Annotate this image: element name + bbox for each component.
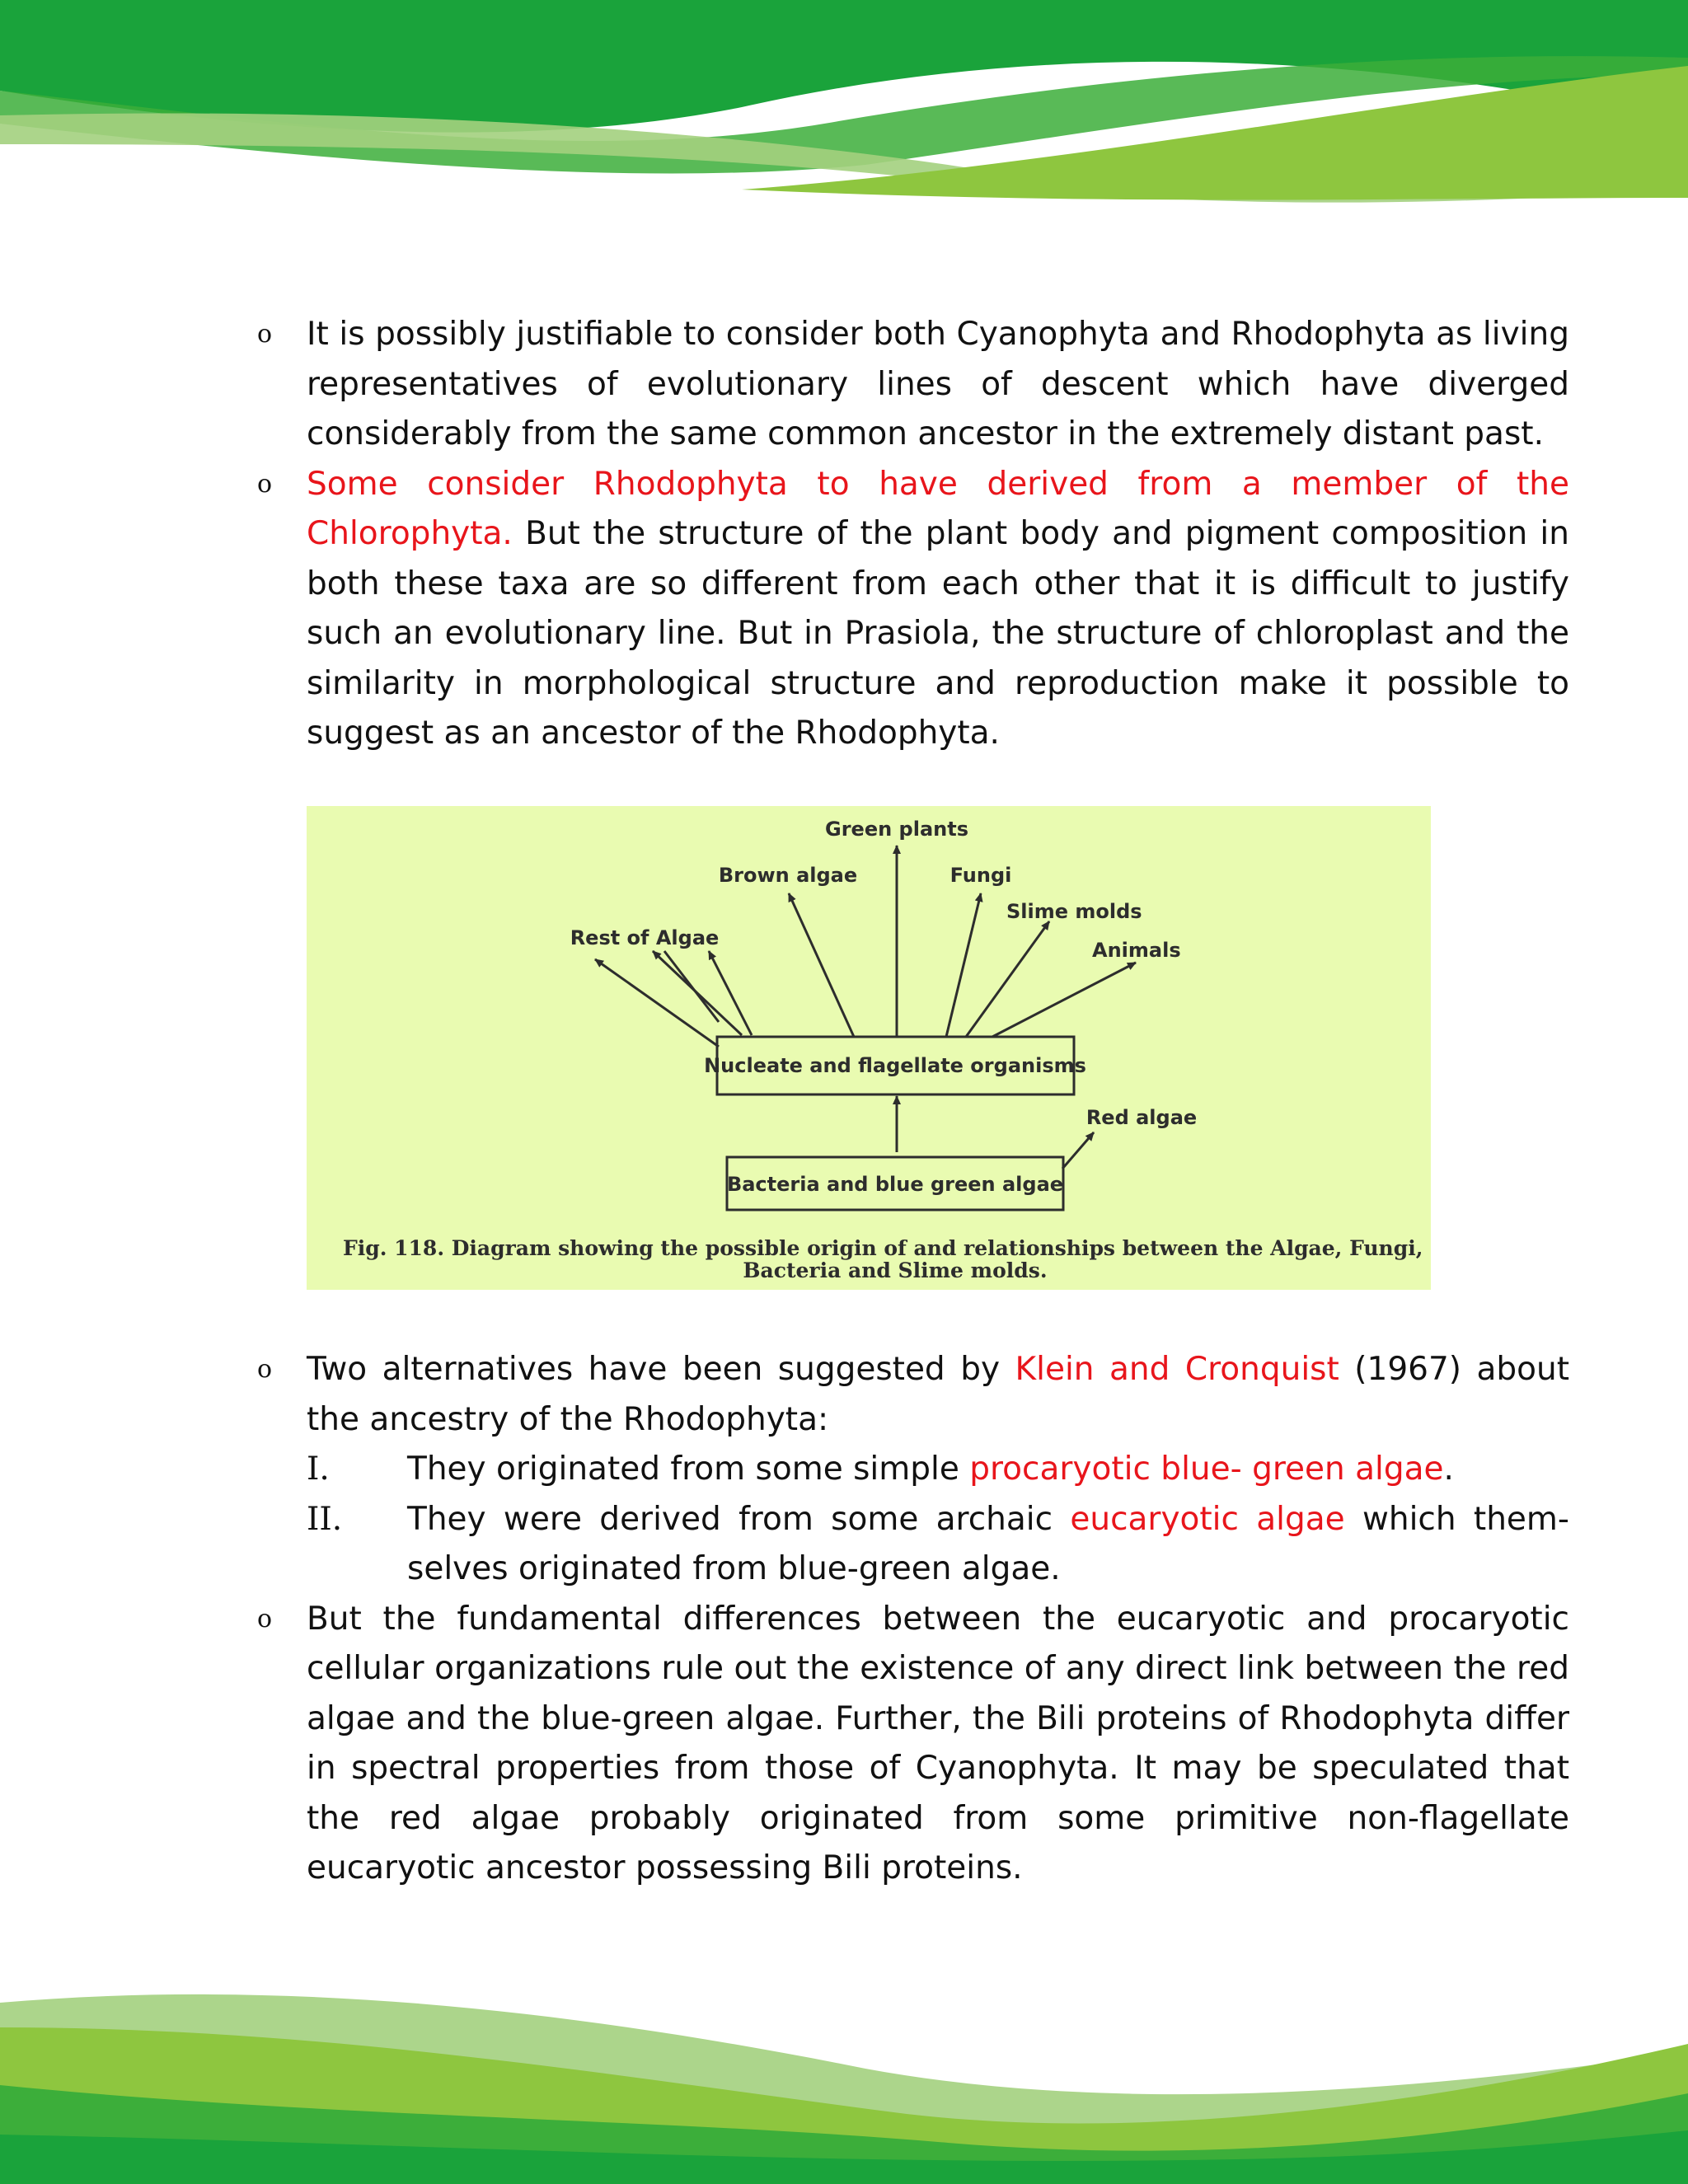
bullet-paragraph-1 bbox=[257, 310, 1569, 460]
highlighted-text: Klein and Cronquist bbox=[1015, 1351, 1339, 1388]
item-text: They were derived from some archaic bbox=[407, 1500, 1071, 1538]
arrow-to-fungi bbox=[946, 893, 981, 1037]
arrow-rest-of-algae-inner bbox=[664, 951, 719, 1022]
hollow-circle-icon: o bbox=[257, 469, 273, 499]
arrow-to-rest-of-algae-1 bbox=[595, 959, 719, 1047]
footer-wave-decoration bbox=[0, 1978, 1688, 2184]
evolution-diagram-figure bbox=[307, 806, 1431, 1290]
paragraph-text: (1967) about the ancestry of the Rhodophyta: bbox=[307, 1351, 1570, 1438]
hollow-circle-icon: o bbox=[257, 1355, 273, 1384]
item-text: . bbox=[1443, 1451, 1454, 1488]
arrow-to-brown-algae bbox=[789, 893, 854, 1037]
paragraph-text: It is possibly justifiable to consider both Cyanophyta and Rhodophyta as living representatives of evolutionary lines of descent which have diverged considerably from the same common ancestor in the extremely distant past. bbox=[307, 316, 1569, 452]
label-fungi: Fungi bbox=[950, 864, 1012, 887]
highlighted-text: procaryotic blue- green algae bbox=[969, 1451, 1444, 1488]
roman-numeral: II. bbox=[307, 1500, 343, 1538]
header-wave-decoration bbox=[0, 0, 1688, 214]
hollow-circle-icon: o bbox=[257, 1604, 273, 1633]
roman-item-1 bbox=[257, 1445, 1569, 1495]
item-text: which them-selves originated from blue-green algae. bbox=[407, 1500, 1569, 1587]
arrow-to-slime-molds bbox=[966, 921, 1049, 1037]
label-brown-algae: Brown algae bbox=[718, 864, 858, 887]
label-red-algae: Red algae bbox=[1085, 1106, 1198, 1129]
label-nucleate-flagellate: Nucleate and flagellate organisms bbox=[704, 1054, 1086, 1077]
hollow-circle-icon: o bbox=[257, 320, 273, 349]
label-rest-of-algae: Rest of Algae bbox=[570, 926, 720, 949]
arrow-to-rest-of-algae-3 bbox=[709, 951, 752, 1035]
figure-caption-line-2: Bacteria and Slime molds. bbox=[743, 1258, 1048, 1282]
paragraph-text: But the fundamental differences between the eucaryotic and procaryotic cellular organizations rule out the existence of any direct link between the red algae and the blue-green algae. Further, the Bili proteins of Rhodophyta differ in spectral properties from those of Cyanophyta. It may be speculated that the red algae probably originated from some primitive non-flagellate eucaryotic ancestor possessing Bili proteins. bbox=[307, 1600, 1569, 1886]
arrow-to-red-algae bbox=[1062, 1132, 1094, 1169]
bullet-paragraph-3 bbox=[257, 1345, 1569, 1445]
text-block-1 bbox=[257, 310, 1569, 759]
paragraph-text: Two alternatives have been suggested by bbox=[307, 1351, 1015, 1388]
roman-item-2 bbox=[257, 1495, 1569, 1595]
label-animals: Animals bbox=[1092, 939, 1181, 962]
highlighted-text: eucaryotic algae bbox=[1070, 1500, 1345, 1538]
evolution-diagram bbox=[307, 806, 1431, 1290]
bullet-paragraph-2 bbox=[257, 460, 1569, 759]
label-green-plants: Green plants bbox=[825, 818, 968, 841]
highlighted-text: Some consider Rhodophyta to have derived from a member of the Chlorophyta. bbox=[307, 465, 1569, 552]
figure-caption-line-1: Fig. 118. Diagram showing the possible origin of and relationships between the Algae, Fungi, bbox=[343, 1236, 1423, 1260]
item-text: They originated from some simple bbox=[407, 1451, 970, 1488]
text-block-2 bbox=[257, 1345, 1569, 1894]
label-slime-molds: Slime molds bbox=[1006, 900, 1142, 923]
arrow-to-animals bbox=[992, 963, 1136, 1037]
paragraph-text: But the structure of the plant body and pigment composition in both these taxa are so different from each other that it is difficult to justify such an evolutionary line. But in Prasiola, the structure of chloroplast and the similarity in morphological structure and reproduction make it possible to suggest as an ancestor of the Rhodophyta. bbox=[307, 515, 1569, 752]
label-bacteria-blue-green: Bacteria and blue green algae bbox=[726, 1173, 1064, 1196]
roman-numeral: I. bbox=[307, 1451, 330, 1488]
bullet-paragraph-4 bbox=[257, 1595, 1569, 1894]
